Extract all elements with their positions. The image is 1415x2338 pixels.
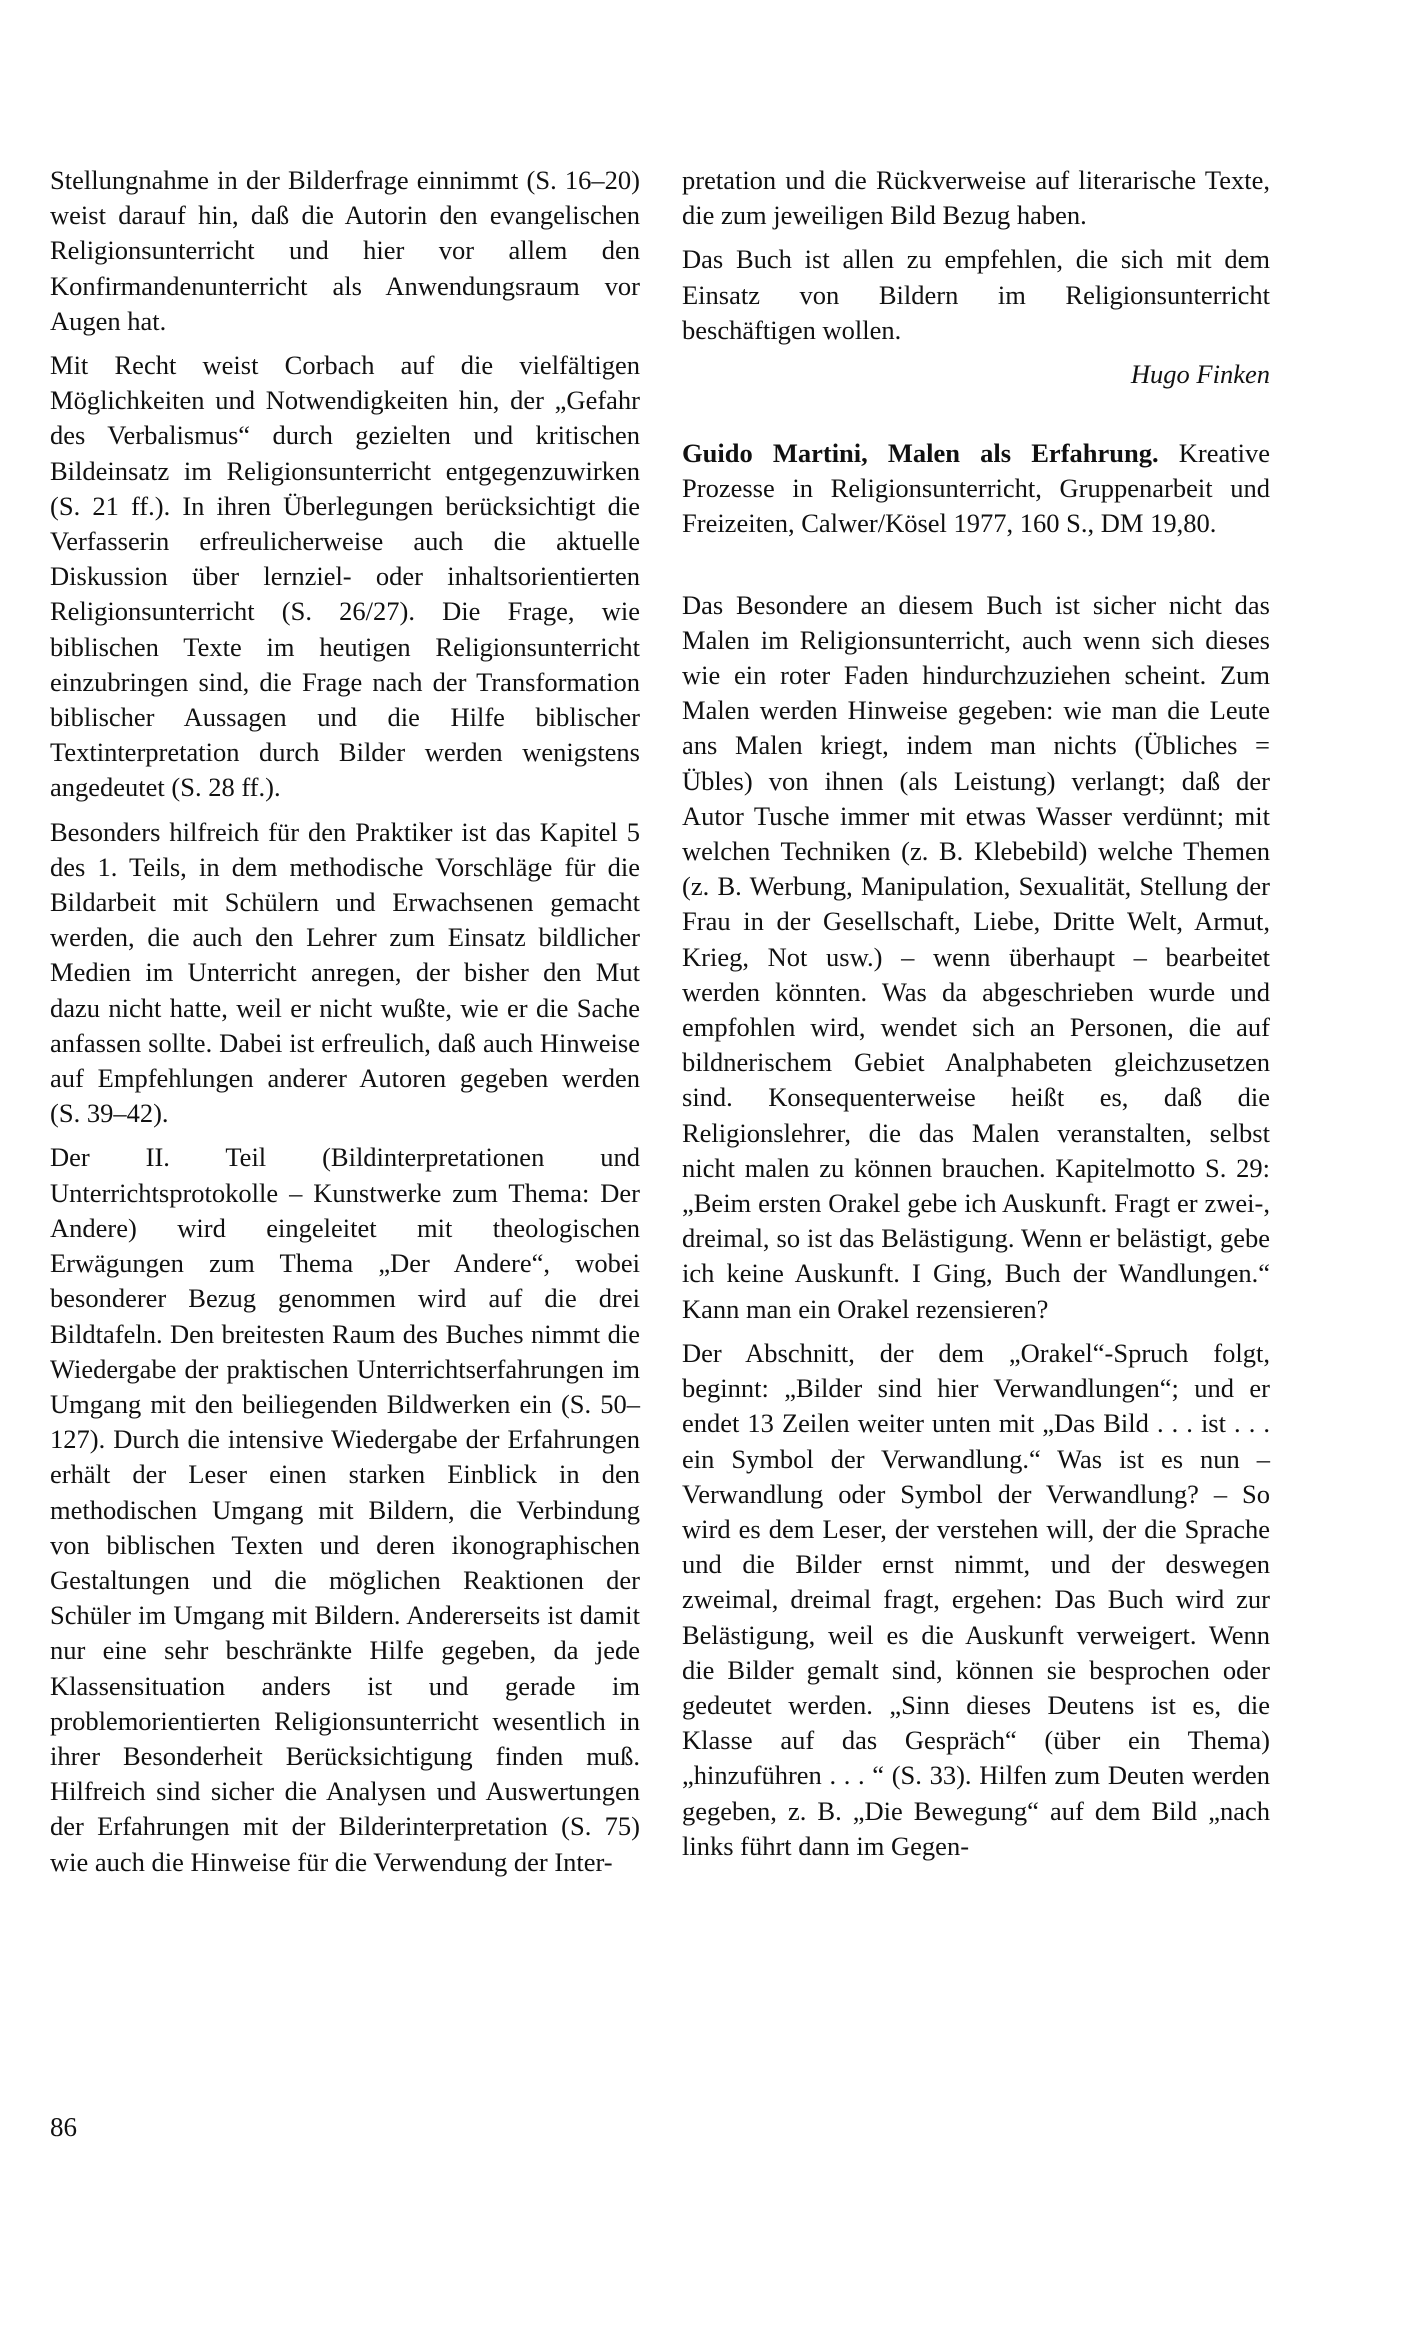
paragraph: Der Abschnitt, der dem „Orakel“-Spruch folgt, beginnt: „Bilder sind hier Verwandlungen“; und er endet 13 Zeilen weiter unten mit „Das Bild . . . ist . . . ein Symbol der Verwandlung.“ Was ist es nun – Verwandlung oder Symbol der Verwandlung? – So wird es dem Leser, der verstehen will, der die Sprache und die Bilder ernst nimmt, und der deswegen zweimal, dreimal fragt, ergehen: Das Buch wird zur Belästigung, weil es die Auskunft verweigert. Wenn die Bilder gemalt sind, können sie besprochen oder gedeutet werden. „Sinn dieses Deutens ist es, die Klasse auf das Gespräch“ (über ein Thema) „hinzuführen . . . “ (S. 33). Hilfen zum Deuten werden gegeben, z. B. „Die Bewegung“ auf dem Bild „nach links führt dann im Gegen- — [682, 1337, 1270, 1861]
paragraph: Mit Recht weist Corbach auf die vielfältigen Möglichkeiten und Notwendigkeiten hin, der „Gefahr des Verbalismus“ durch gezielten und kritischen Bildeinsatz im Religionsunterricht entgegenzuwirken (S. 21 ff.). In ihren Überlegungen berücksichtigt die Verfasserin erfreulicherweise auch die aktuelle Diskussion über lernziel- oder inhaltsorientierten Religionsunterricht (S. 26/27). Die Frage, wie biblischen Texte im heutigen Religionsunterricht einzubringen sind, die Frage nach der Transformation biblischer Aussagen und die Hilfe biblischer Textinterpretation durch Bilder werden wenigstens angedeutet (S. 28 ff.). — [50, 350, 640, 803]
left-column — [50, 163, 640, 1889]
page-number: 86 — [50, 2112, 77, 2142]
paragraph: Das Besondere an diesem Buch ist sicher nicht das Malen im Religionsunterricht, auch wenn sich dieses wie ein roter Faden hindurchzuziehen scheint. Zum Malen werden Hinweise gegeben: wie man die Leute ans Malen kriegt, indem man nichts (Übliches = Übles) von ihnen (als Leistung) verlangt; daß der Autor Tusche immer mit etwas Wasser verdünnt; mit welchen Techniken (z. B. Klebebild) welche Themen (z. B. Werbung, Manipulation, Sexualität, Stellung der Frau in der Gesellschaft, Liebe, Dritte Welt, Armut, Krieg, Not usw.) – wenn überhaupt – bearbeitet werden könnten. Was da abgeschrieben wurde und empfohlen wird, wendet sich an Personen, die auf bildnerischem Gebiet Analphabeten gleichzusetzen sind. Konsequenterweise heißt es, daß die Religionslehrer, die das Malen veranstalten, selbst nicht malen zu können brauchen. Kapitelmotto S. 29: „Beim ersten Orakel gebe ich Auskunft. Fragt er zwei-, dreimal, so ist das Belästigung. Wenn er belästigt, gebe ich keine Auskunft. I Ging, Buch der Wandlungen.“ Kann man ein Orakel rezensieren? — [682, 589, 1270, 1324]
paragraph: Der II. Teil (Bildinterpretationen und Unterrichtsprotokolle – Kunstwerke zum Thema: Der Andere) wird eingeleitet mit theologischen Erwägungen zum Thema „Der Andere“, wobei besonderer Bezug genommen wird auf die drei Bildtafeln. Den breitesten Raum des Buches nimmt die Wiedergabe der praktischen Unterrichtserfahrungen im Umgang mit den beiliegenden Bildwerken ein (S. 50–127). Durch die intensive Wiedergabe der Erfahrungen erhält der Leser einen starken Einblick in den methodischen Umgang mit Bildern, die Verbindung von biblischen Texten und deren ikonographischen Gestaltungen und die möglichen Reaktionen der Schüler im Umgang mit Bildern. Andererseits ist damit nur eine sehr beschränkte Hilfe gegeben, da jede Klassensituation anders ist und gerade im problemorientierten Religionsunterricht wesentlich in ihrer Besonderheit Berücksichtigung finden muß. Hilfreich sind sicher die Analysen und Auswertungen der Erfahrungen mit der Bilderinterpretation (S. 75) wie auch die Hinweise für die Verwendung der Inter- — [50, 1142, 640, 1877]
review-title: Guido Martini, Malen als Erfahrung. — [682, 438, 1159, 469]
paragraph: Das Buch ist allen zu empfehlen, die sich mit dem Einsatz von Bildern im Religionsunterricht beschäftigen wollen. — [682, 244, 1270, 345]
review-details: Kreative Prozesse in Religionsunterricht, Gruppenarbeit und Freizeiten, Calwer/Kösel 1977, 160 S., DM 19,80. — [682, 438, 1270, 539]
reviewer-signature: Hugo Finken — [1130, 359, 1270, 390]
paragraph: Stellungnahme in der Bilderfrage einnimmt (S. 16–20) weist darauf hin, daß die Autorin den evangelischen Religionsunterricht und hier vor allem den Konfirmandenunterricht als Anwendungsraum vor Augen hat. — [50, 165, 640, 336]
review-heading — [682, 436, 1270, 542]
paragraph: Besonders hilfreich für den Praktiker ist das Kapitel 5 des 1. Teils, in dem methodische Vorschläge für die Bildarbeit mit Schülern und Erwachsenen gemacht werden, die auch den Lehrer zum Einsatz bildlicher Medien im Unterricht anregen, der bisher den Mut dazu nicht hatte, weil er nicht wußte, wie er die Sache anfassen sollte. Dabei ist erfreulich, daß auch Hinweise auf Empfehlungen anderer Autoren gegeben werden (S. 39–42). — [50, 816, 640, 1129]
paragraph: pretation und die Rückverweise auf literarische Texte, die zum jeweiligen Bild Bezug haben. — [682, 165, 1270, 231]
right-column — [682, 163, 1270, 1873]
